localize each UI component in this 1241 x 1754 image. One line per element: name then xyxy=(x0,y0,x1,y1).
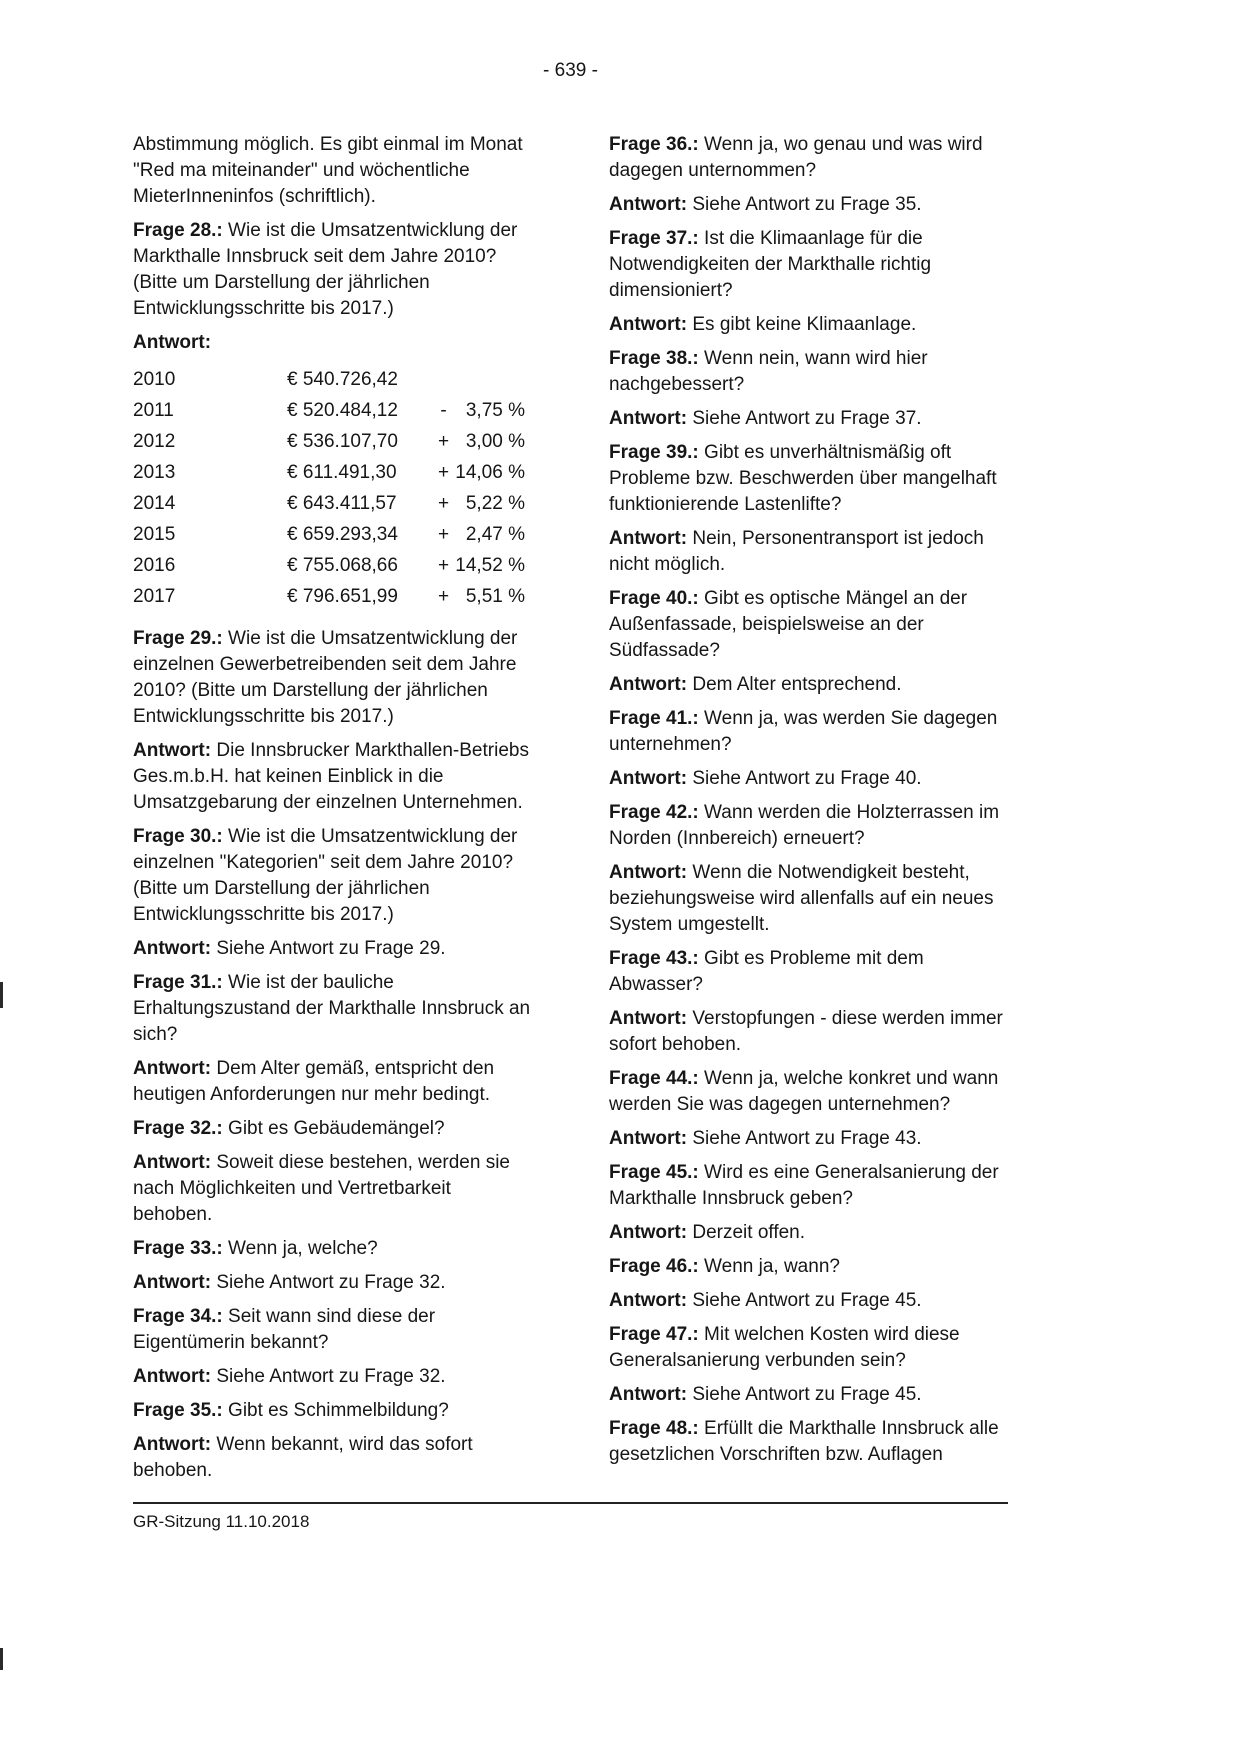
qa-text: Wenn ja, wann? xyxy=(704,1256,840,1277)
qa-paragraph xyxy=(609,672,1007,698)
qa-label: Frage 36.: xyxy=(609,134,699,155)
qa-text: Siehe Antwort zu Frage 32. xyxy=(216,1272,446,1293)
qa-text: Wenn ja, was werden Sie dagegen unternehmen? xyxy=(609,708,998,755)
sign-cell: + xyxy=(437,555,450,576)
scan-artifact xyxy=(0,1648,3,1670)
qa-paragraph xyxy=(133,1116,531,1142)
qa-label: Antwort: xyxy=(609,1222,688,1243)
qa-text: Gibt es Gebäudemängel? xyxy=(228,1118,445,1139)
qa-text: Soweit diese bestehen, werden sie nach Möglichkeiten und Vertretbarkeit behoben. xyxy=(133,1152,511,1225)
amount-cell: € 520.484,12 xyxy=(287,400,398,421)
year-cell: 2010 xyxy=(133,369,176,390)
qa-paragraph xyxy=(609,1382,1007,1408)
qa-text: Siehe Antwort zu Frage 43. xyxy=(692,1128,922,1149)
qa-label: Frage 44.: xyxy=(609,1068,699,1089)
qa-label: Antwort: xyxy=(609,408,688,429)
qa-label: Frage 29.: xyxy=(133,628,223,649)
sign-cell: - xyxy=(440,400,447,421)
qa-paragraph xyxy=(609,312,1007,338)
qa-text: Derzeit offen. xyxy=(692,1222,806,1243)
qa-label: Frage 38.: xyxy=(609,348,699,369)
qa-paragraph xyxy=(609,586,1007,664)
qa-paragraph xyxy=(133,1364,531,1390)
sign-cell: + xyxy=(437,431,450,452)
qa-text: Gibt es Schimmelbildung? xyxy=(228,1400,449,1421)
qa-text: Erfüllt die Markthalle Innsbruck alle gesetzlichen Vorschriften bzw. Auflagen xyxy=(609,1418,999,1465)
qa-paragraph xyxy=(133,970,531,1048)
qa-text: Dem Alter gemäß, entspricht den heutigen Anforderungen nur mehr bedingt. xyxy=(133,1058,495,1105)
left-qa-list xyxy=(133,626,531,1484)
qa-label: Antwort: xyxy=(133,740,212,761)
year-cell: 2015 xyxy=(133,524,176,545)
qa-paragraph xyxy=(133,738,531,816)
qa-paragraph xyxy=(133,1398,531,1424)
qa-paragraph xyxy=(609,526,1007,578)
sign-cell xyxy=(437,364,450,395)
qa-text: Wenn ja, welche konkret und wann werden Sie was dagegen unternehmen? xyxy=(609,1068,999,1115)
qa-label: Frage 35.: xyxy=(133,1400,223,1421)
qa-paragraph xyxy=(133,1304,531,1356)
intro-paragraph: Abstimmung möglich. Es gibt einmal im Monat "Red ma miteinander" und wöchentliche MieterInneninfos (schriftlich). xyxy=(133,134,523,207)
amount-cell: € 540.726,42 xyxy=(287,369,398,390)
year-cell: 2013 xyxy=(133,462,176,483)
qa-text: Ist die Klimaanlage für die Notwendigkeiten der Markthalle richtig dimensioniert? xyxy=(609,228,932,301)
sign-cell: + xyxy=(437,524,450,545)
qa-text: Siehe Antwort zu Frage 37. xyxy=(692,408,922,429)
percent-cell xyxy=(450,364,525,395)
qa-paragraph xyxy=(609,766,1007,792)
scan-artifact xyxy=(0,982,3,1008)
qa-label: Antwort: xyxy=(609,314,688,335)
qa-paragraph xyxy=(609,132,1007,184)
page-footer xyxy=(133,1502,1008,1532)
qa-text: Wie ist der bauliche Erhaltungszustand der Markthalle Innsbruck an sich? xyxy=(133,972,531,1045)
qa-text: Siehe Antwort zu Frage 35. xyxy=(692,194,922,215)
amount-cell: € 659.293,34 xyxy=(287,524,398,545)
year-cell: 2016 xyxy=(133,555,176,576)
qa-paragraph xyxy=(609,406,1007,432)
qa-label: Frage 33.: xyxy=(133,1238,223,1259)
percent-cell: 14,52 % xyxy=(455,555,525,576)
sign-cell: + xyxy=(437,586,450,607)
left-column xyxy=(133,132,531,1492)
qa-paragraph xyxy=(133,1056,531,1108)
two-column-layout xyxy=(133,132,1008,1492)
qa-label: Frage 30.: xyxy=(133,826,223,847)
qa-text: Wenn die Notwendigkeit besteht, beziehungsweise wird allenfalls auf ein neues System umgestellt. xyxy=(609,862,994,935)
qa-paragraph xyxy=(609,1066,1007,1118)
qa-label: Frage 34.: xyxy=(133,1306,223,1327)
percent-cell: 5,51 % xyxy=(465,586,525,607)
amount-cell: € 755.068,66 xyxy=(287,555,398,576)
revenue-table xyxy=(133,364,531,612)
revenue-table-row xyxy=(133,395,531,426)
qa-text: Dem Alter entsprechend. xyxy=(692,674,902,695)
qa-paragraph xyxy=(609,1322,1007,1374)
revenue-table-row xyxy=(133,519,531,550)
revenue-table-row xyxy=(133,581,531,612)
qa-text: Wann werden die Holzterrassen im Norden (Innbereich) erneuert? xyxy=(609,802,1000,849)
qa-paragraph xyxy=(609,1006,1007,1058)
qa-paragraph xyxy=(609,192,1007,218)
qa-paragraph xyxy=(609,1220,1007,1246)
qa-text: Siehe Antwort zu Frage 40. xyxy=(692,768,922,789)
qa-label: Antwort: xyxy=(133,1152,212,1173)
qa-text: Siehe Antwort zu Frage 45. xyxy=(692,1384,922,1405)
qa-label: Antwort: xyxy=(609,862,688,883)
qa-paragraph xyxy=(133,1236,531,1262)
answer-28 xyxy=(133,330,531,356)
qa-text: Verstopfungen - diese werden immer sofort behoben. xyxy=(609,1008,1003,1055)
qa-text: Siehe Antwort zu Frage 45. xyxy=(692,1290,922,1311)
year-cell: 2017 xyxy=(133,586,176,607)
qa-text: Gibt es optische Mängel an der Außenfassade, beispielsweise an der Südfassade? xyxy=(609,588,968,661)
footer-text: GR-Sitzung 11.10.2018 xyxy=(133,1512,310,1531)
qa-label: Frage 32.: xyxy=(133,1118,223,1139)
qa-text: Wenn ja, welche? xyxy=(228,1238,378,1259)
sign-cell: + xyxy=(437,493,450,514)
qa-label: Antwort: xyxy=(133,1058,212,1079)
qa-paragraph xyxy=(133,626,531,730)
qa-paragraph xyxy=(609,1126,1007,1152)
qa-label: Frage 40.: xyxy=(609,588,699,609)
year-cell: 2011 xyxy=(133,400,174,421)
qa-label: Antwort: xyxy=(133,1272,212,1293)
qa-text: Wie ist die Umsatzentwicklung der einzelnen Gewerbetreibenden seit dem Jahre 2010? (Bitte um Darstellung der jährlichen Entwicklungsschritte bis 2017.) xyxy=(133,628,518,727)
percent-cell: 3,00 % xyxy=(465,431,525,452)
qa-text: Seit wann sind diese der Eigentümerin bekannt? xyxy=(133,1306,436,1353)
revenue-table-row xyxy=(133,364,531,395)
qa-label: Antwort: xyxy=(133,938,212,959)
qa-paragraph xyxy=(609,706,1007,758)
percent-cell: 5,22 % xyxy=(465,493,525,514)
revenue-table-row xyxy=(133,488,531,519)
percent-cell: 14,06 % xyxy=(455,462,525,483)
qa-label: Antwort: xyxy=(609,1128,688,1149)
revenue-table-row xyxy=(133,426,531,457)
qa-paragraph xyxy=(609,226,1007,304)
right-column xyxy=(609,132,1007,1492)
qa-label: Frage 39.: xyxy=(609,442,699,463)
qa-paragraph xyxy=(609,346,1007,398)
question-label: Frage 28.: xyxy=(133,220,223,241)
revenue-table-row xyxy=(133,457,531,488)
qa-label: Antwort: xyxy=(609,674,688,695)
qa-text: Gibt es unverhältnismäßig oft Probleme bzw. Beschwerden über mangelhaft funktionierende Lastenlifte? xyxy=(609,442,997,515)
qa-paragraph xyxy=(133,1432,531,1484)
qa-label: Antwort: xyxy=(609,1290,688,1311)
sign-cell: + xyxy=(437,462,450,483)
question-28 xyxy=(133,218,531,322)
qa-label: Frage 42.: xyxy=(609,802,699,823)
qa-paragraph xyxy=(609,1254,1007,1280)
question-text: Wie ist die Umsatzentwicklung der Markthalle Innsbruck seit dem Jahre 2010? (Bitte um Darstellung der jährlichen Entwicklungsschritte bis 2017.) xyxy=(133,220,518,319)
qa-label: Antwort: xyxy=(133,1434,212,1455)
qa-label: Antwort: xyxy=(609,1384,688,1405)
qa-text: Wie ist die Umsatzentwicklung der einzelnen "Kategorien" seit dem Jahre 2010? (Bitte um Darstellung der jährlichen Entwicklungsschritte bis 2017.) xyxy=(133,826,518,925)
qa-label: Antwort: xyxy=(609,194,688,215)
qa-paragraph xyxy=(609,1416,1007,1468)
qa-text: Gibt es Probleme mit dem Abwasser? xyxy=(609,948,924,995)
qa-text: Die Innsbrucker Markthallen-Betriebs Ges.m.b.H. hat keinen Einblick in die Umsatzgebarung der einzelnen Unternehmen. xyxy=(133,740,529,813)
qa-label: Frage 45.: xyxy=(609,1162,699,1183)
qa-paragraph xyxy=(609,860,1007,938)
qa-label: Frage 47.: xyxy=(609,1324,699,1345)
page-number: - 639 - xyxy=(543,60,598,81)
amount-cell: € 611.491,30 xyxy=(287,462,397,483)
qa-paragraph xyxy=(609,440,1007,518)
qa-label: Frage 43.: xyxy=(609,948,699,969)
qa-text: Nein, Personentransport ist jedoch nicht möglich. xyxy=(609,528,984,575)
amount-cell: € 536.107,70 xyxy=(287,431,398,452)
qa-text: Wenn bekannt, wird das sofort behoben. xyxy=(133,1434,473,1481)
qa-label: Frage 46.: xyxy=(609,1256,699,1277)
qa-paragraph xyxy=(133,1150,531,1228)
percent-cell: 3,75 % xyxy=(465,400,525,421)
qa-text: Mit welchen Kosten wird diese Generalsanierung verbunden sein? xyxy=(609,1324,960,1371)
qa-label: Antwort: xyxy=(133,1366,212,1387)
percent-cell: 2,47 % xyxy=(465,524,525,545)
answer-label: Antwort: xyxy=(133,332,212,353)
qa-label: Antwort: xyxy=(609,768,688,789)
qa-label: Frage 37.: xyxy=(609,228,699,249)
qa-paragraph xyxy=(133,936,531,962)
qa-label: Frage 48.: xyxy=(609,1418,699,1439)
qa-paragraph xyxy=(609,946,1007,998)
year-cell: 2012 xyxy=(133,431,176,452)
qa-paragraph xyxy=(609,800,1007,852)
amount-cell: € 796.651,99 xyxy=(287,586,398,607)
year-cell: 2014 xyxy=(133,493,176,514)
qa-text: Wenn ja, wo genau und was wird dagegen unternommen? xyxy=(609,134,983,181)
qa-paragraph xyxy=(609,1288,1007,1314)
qa-label: Frage 31.: xyxy=(133,972,223,993)
qa-text: Siehe Antwort zu Frage 29. xyxy=(216,938,446,959)
page-content xyxy=(133,0,1008,1492)
amount-cell: € 643.411,57 xyxy=(287,493,397,514)
qa-text: Es gibt keine Klimaanlage. xyxy=(692,314,917,335)
qa-text: Siehe Antwort zu Frage 32. xyxy=(216,1366,446,1387)
qa-text: Wenn nein, wann wird hier nachgebessert? xyxy=(609,348,928,395)
qa-paragraph xyxy=(609,1160,1007,1212)
qa-label: Frage 41.: xyxy=(609,708,699,729)
right-qa-list xyxy=(609,132,1007,1468)
qa-paragraph xyxy=(133,824,531,928)
qa-label: Antwort: xyxy=(609,528,688,549)
revenue-table-row xyxy=(133,550,531,581)
qa-text: Wird es eine Generalsanierung der Markthalle Innsbruck geben? xyxy=(609,1162,999,1209)
qa-paragraph xyxy=(133,1270,531,1296)
qa-label: Antwort: xyxy=(609,1008,688,1029)
